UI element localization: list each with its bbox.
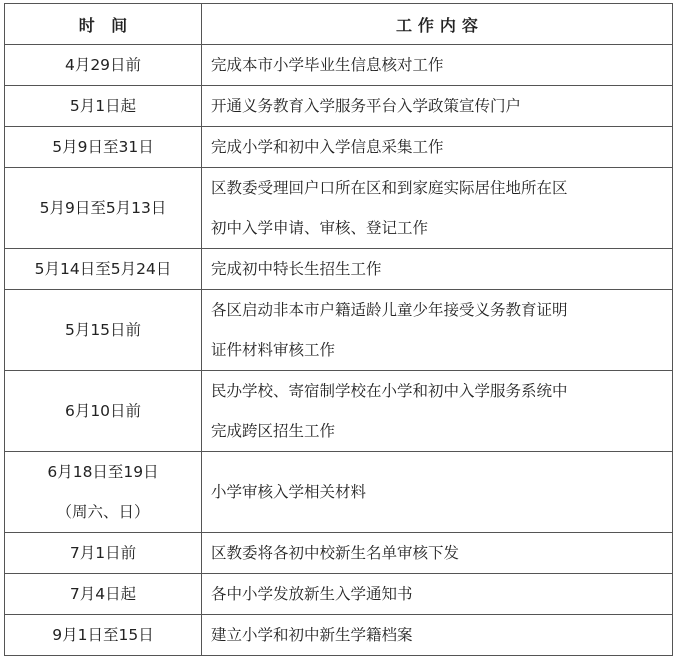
time-cell: 5月1日起 (5, 86, 202, 127)
work-cell: 各区启动非本市户籍适龄儿童少年接受义务教育证明 证件材料审核工作 (202, 290, 673, 371)
time-cell: 7月1日前 (5, 533, 202, 574)
time-cell: 5月14日至5月24日 (5, 249, 202, 290)
table-header-row (5, 4, 673, 45)
table-row (5, 533, 673, 574)
work-cell: 民办学校、寄宿制学校在小学和初中入学服务系统中 完成跨区招生工作 (202, 371, 673, 452)
table-row (5, 615, 673, 656)
time-cell: 5月9日至31日 (5, 127, 202, 168)
time-cell: 6月18日至19日 （周六、日） (5, 452, 202, 533)
time-cell: 5月9日至5月13日 (5, 168, 202, 249)
schedule-table (4, 3, 673, 656)
table-row (5, 45, 673, 86)
time-cell: 4月29日前 (5, 45, 202, 86)
table-row (5, 127, 673, 168)
table-row (5, 249, 673, 290)
table-row (5, 290, 673, 371)
work-cell: 完成小学和初中入学信息采集工作 (202, 127, 673, 168)
work-cell: 开通义务教育入学服务平台入学政策宣传门户 (202, 86, 673, 127)
header-time: 时 间 (5, 4, 202, 45)
table-row (5, 371, 673, 452)
work-cell: 建立小学和初中新生学籍档案 (202, 615, 673, 656)
work-cell: 区教委受理回户口所在区和到家庭实际居住地所在区 初中入学申请、审核、登记工作 (202, 168, 673, 249)
table-row (5, 574, 673, 615)
work-cell: 各中小学发放新生入学通知书 (202, 574, 673, 615)
header-work: 工 作 内 容 (202, 4, 673, 45)
work-cell: 区教委将各初中校新生名单审核下发 (202, 533, 673, 574)
time-cell: 9月1日至15日 (5, 615, 202, 656)
work-cell: 小学审核入学相关材料 (202, 452, 673, 533)
time-cell: 7月4日起 (5, 574, 202, 615)
time-cell: 6月10日前 (5, 371, 202, 452)
time-cell: 5月15日前 (5, 290, 202, 371)
table-row (5, 86, 673, 127)
table-row (5, 168, 673, 249)
table-row (5, 452, 673, 533)
work-cell: 完成本市小学毕业生信息核对工作 (202, 45, 673, 86)
work-cell: 完成初中特长生招生工作 (202, 249, 673, 290)
